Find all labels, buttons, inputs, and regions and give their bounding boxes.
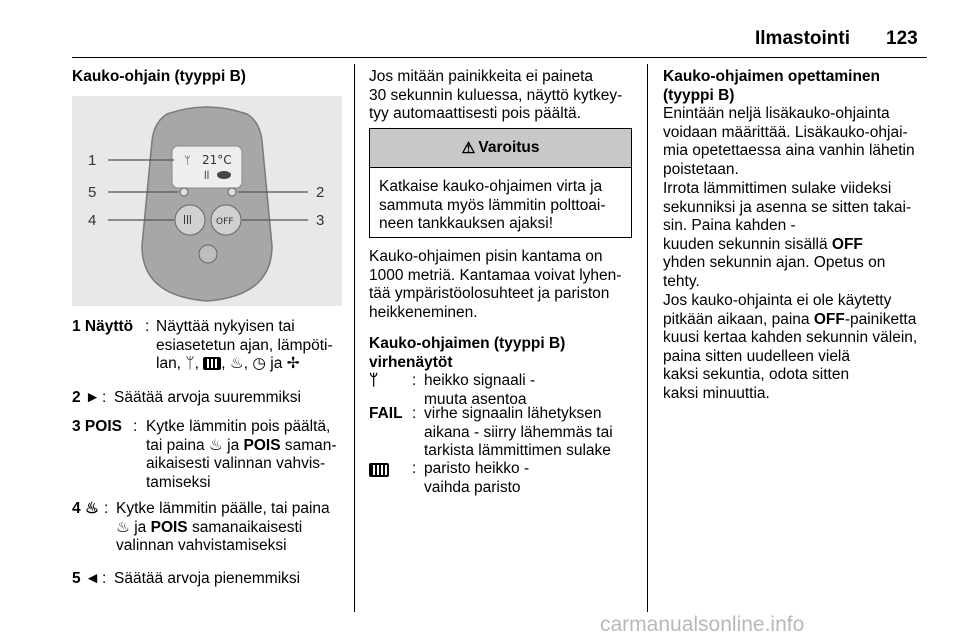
display-ant-icon: ᛘ: [184, 154, 191, 167]
remote-body: [142, 107, 272, 301]
paragraph-timeout: Jos mitään painikkeita ei paineta 30 sekunnin kuluessa, näyttö kytkey- tyy automaattisesti pois päältä.: [369, 68, 623, 122]
section-title: Ilmastointi: [755, 28, 851, 49]
heat-icon: ♨: [116, 518, 130, 536]
heat-icon: ♨: [229, 355, 244, 372]
callout-3: 3: [316, 212, 325, 229]
warning-icon: ⚠: [461, 139, 476, 157]
legend-label-4: 4 ♨: [72, 500, 99, 517]
legend-label-2: 2 ►: [72, 389, 101, 406]
battery-icon: [369, 463, 389, 477]
heat-icon: ♨: [208, 436, 223, 454]
header-rule: [72, 57, 927, 58]
callout-2: 2: [316, 184, 325, 201]
svg-text:ꟾꟾꟾ: ꟾꟾꟾ: [183, 216, 192, 227]
display-heat-icon: ꟾꟾ: [204, 172, 210, 182]
fan-icon: ✢: [286, 355, 300, 372]
callout-1: 1: [88, 152, 97, 169]
clock-icon: ◷: [252, 355, 266, 372]
paragraph-teaching-3: Jos kauko-ohjainta ei ole käytetty pitkään aikaan, paina OFF-painiketta kuusi kertaa kahden sekunnin välein, paina sitten uudelleen vielä kaksi sekuntia, odota sitten kaksi minuuttia.: [663, 292, 918, 402]
bottom-button: [199, 245, 217, 263]
battery-icon: [203, 357, 221, 370]
column-divider-2: [647, 64, 648, 612]
antenna-icon: ᛘ: [185, 355, 195, 372]
display-status-icon: [217, 171, 231, 179]
display-temperature: 21°C: [202, 153, 232, 167]
left-arrow-button: [180, 188, 188, 196]
legend-label-1: 1 Näyttö: [72, 318, 134, 335]
page-number: 123: [886, 28, 918, 49]
paragraph-teaching-1: Enintään neljä lisäkauko-ohjainta voidaan määrittää. Lisäkauko-ohjai- mia opetettaessa aina vanhin lähetin poistetaan.: [663, 105, 915, 178]
remote-heading: Kauko-ohjain (tyyppi B): [72, 68, 246, 85]
warning-text: Katkaise kauko-ohjaimen virta ja sammuta myös lämmitin polttoai- neen tankkauksen ajaksi!: [379, 178, 606, 232]
error-heading: Kauko-ohjaimen (tyyppi B) virhenäytöt: [369, 335, 566, 371]
callout-5: 5: [88, 184, 97, 201]
heat-icon: ♨: [84, 500, 99, 517]
callout-4: 4: [88, 212, 97, 229]
warning-box: [369, 128, 632, 238]
legend-label-3: 3 POIS: [72, 418, 122, 435]
off-button-label: OFF: [216, 217, 234, 227]
paragraph-teaching-2: Irrota lämmittimen sulake viideksi sekunniksi ja asenna se sitten takai- sin. Paina kahden - kuuden sekunnin sisällä OFF yhden sekunnin ajan. Opetus on tehty.: [663, 180, 912, 290]
warning-header: ⚠ Varoitus: [370, 129, 631, 168]
right-arrow-button: [228, 188, 236, 196]
watermark: carmanualsonline.info: [600, 613, 805, 636]
legend-label-5: 5 ◄: [72, 570, 101, 587]
antenna-icon: ᛘ: [369, 372, 379, 389]
remote-control-figure: [72, 96, 342, 306]
paragraph-range: Kauko-ohjaimen pisin kantama on 1000 metriä. Kantamaa voivat lyhen- tää ympäristöolosuhteet ja pariston heikkeneminen.: [369, 248, 622, 321]
teaching-heading: Kauko-ohjaimen opettaminen (tyyppi B): [663, 68, 881, 104]
column-divider-1: [354, 64, 355, 612]
